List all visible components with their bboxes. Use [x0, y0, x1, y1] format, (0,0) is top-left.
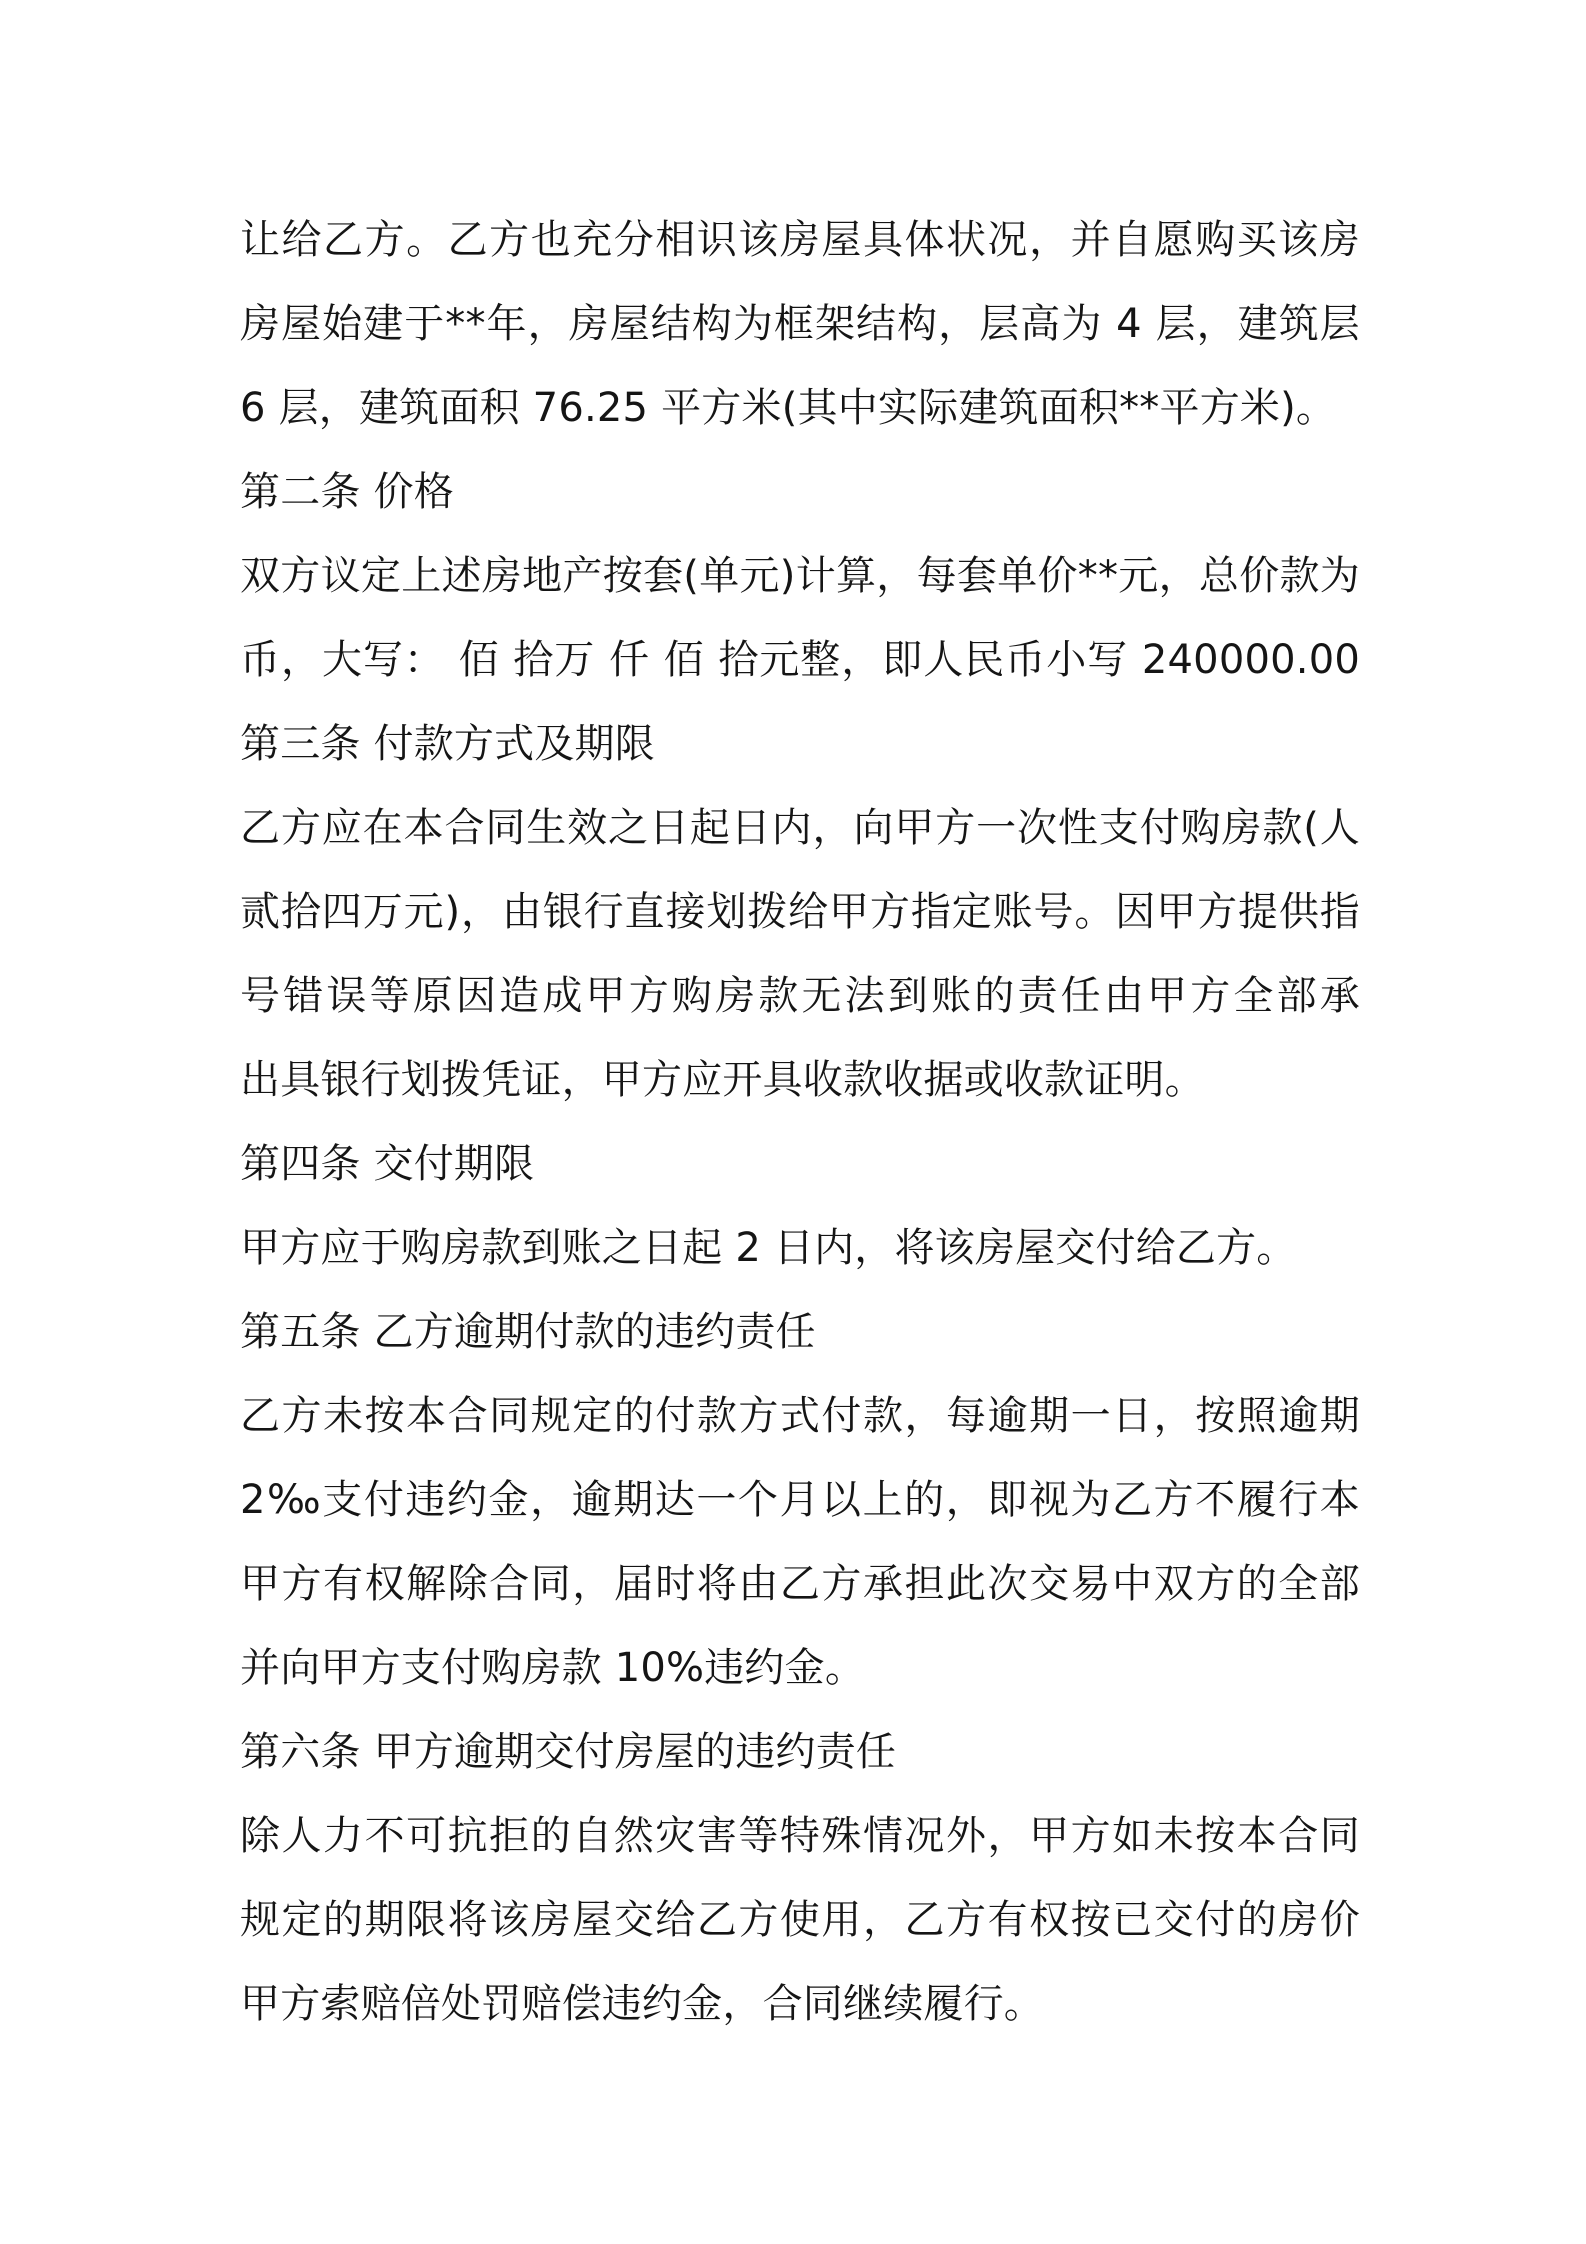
text-line: 双方议定上述房地产按套(单元)计算，每套单价**元，总价款为: [240, 553, 1360, 599]
text-line: 币，大写： 佰 拾万 仟 佰 拾元整，即人民币小写 240000.00: [240, 637, 1360, 683]
text-line: 乙方应在本合同生效之日起日内，向甲方一次性支付购房款(人: [240, 805, 1360, 851]
text-line: 6 层，建筑面积 76.25 平方米(其中实际建筑面积**平方米)。: [240, 385, 1337, 431]
section-heading: 第五条 乙方逾期付款的违约责任: [240, 1309, 816, 1355]
text-line: 乙方未按本合同规定的付款方式付款，每逾期一日，按照逾期: [240, 1393, 1360, 1439]
text-line: 房屋始建于**年，房屋结构为框架结构，层高为 4 层，建筑层: [240, 301, 1360, 347]
text-line: 甲方应于购房款到账之日起 2 日内，将该房屋交付给乙方。: [240, 1225, 1297, 1271]
text-line: 让给乙方。乙方也充分相识该房屋具体状况，并自愿购买该房: [240, 217, 1360, 263]
text-line: 出具银行划拨凭证，甲方应开具收款收据或收款证明。: [240, 1057, 1205, 1103]
text-line: 贰拾四万元)，由银行直接划拨给甲方指定账号。因甲方提供指: [240, 889, 1360, 935]
text-line: 除人力不可抗拒的自然灾害等特殊情况外，甲方如未按本合同: [240, 1813, 1360, 1859]
section-heading: 第三条 付款方式及期限: [240, 721, 655, 767]
text-line: 甲方有权解除合同，届时将由乙方承担此次交易中双方的全部: [240, 1561, 1360, 1607]
text-line: 甲方索赔倍处罚赔偿违约金，合同继续履行。: [240, 1981, 1044, 2027]
section-heading: 第四条 交付期限: [240, 1141, 535, 1187]
text-line: 并向甲方支付购房款 10%违约金。: [240, 1645, 866, 1691]
text-line: 号错误等原因造成甲方购房款无法到账的责任由甲方全部承: [240, 973, 1360, 1019]
section-heading: 第二条 价格: [240, 469, 454, 515]
section-heading: 第六条 甲方逾期交付房屋的违约责任: [240, 1729, 897, 1775]
text-line: 2‰支付违约金，逾期达一个月以上的，即视为乙方不履行本: [240, 1477, 1360, 1523]
document-page: [240, 198, 1360, 2046]
text-line: 规定的期限将该房屋交给乙方使用，乙方有权按已交付的房价: [240, 1897, 1360, 1943]
